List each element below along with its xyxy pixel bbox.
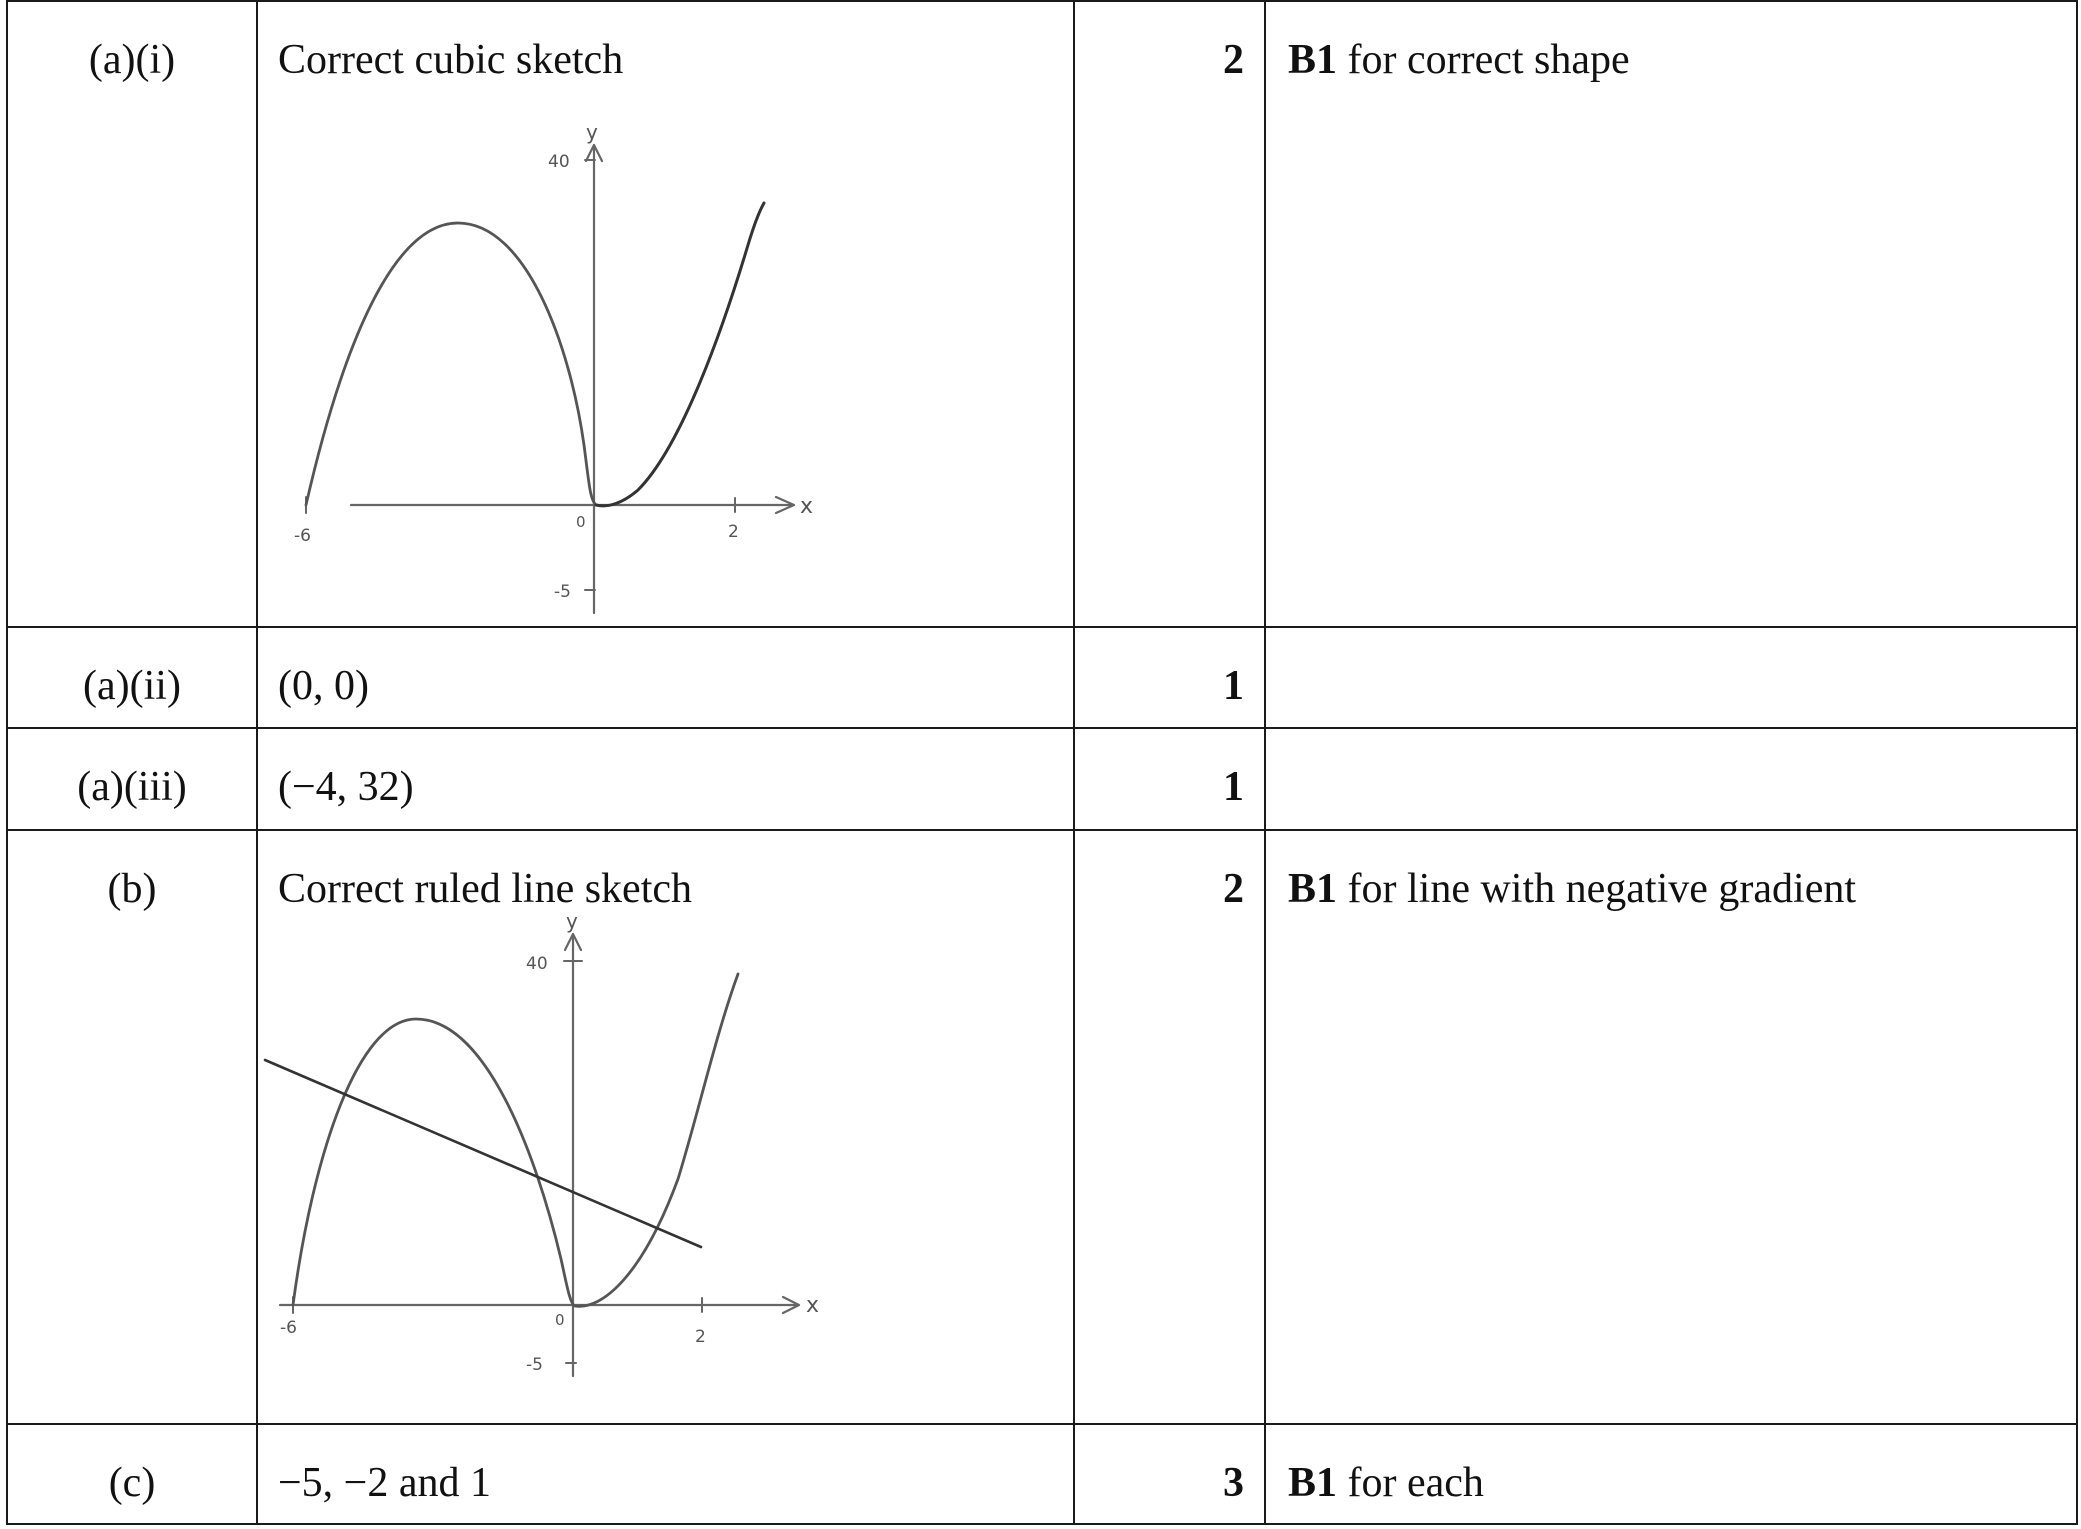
x-label-neg6: -6 <box>294 526 311 546</box>
question-cell <box>7 830 257 1424</box>
marks-cell <box>1074 728 1265 830</box>
question-cell <box>7 1 257 627</box>
cubic-curve-right <box>596 203 764 506</box>
marks-value: 2 <box>1223 37 1244 83</box>
y-label-neg5: -5 <box>526 1355 543 1375</box>
guidance-text <box>1266 1425 2076 1504</box>
answer-cell <box>257 830 1074 1424</box>
question-label: (a)(ii) <box>83 663 181 709</box>
guidance-description: for line with negative gradient <box>1337 866 1857 912</box>
cubic-sketch <box>258 85 858 615</box>
answer-text: −5, −2 and 1 <box>278 1460 492 1506</box>
guidance-text <box>1266 2 2076 81</box>
marks-value: 2 <box>1223 866 1244 912</box>
origin-label: 0 <box>576 513 586 531</box>
cubic-curve-left <box>306 223 596 505</box>
question-label: (a)(i) <box>88 37 176 83</box>
y-label-40: 40 <box>526 954 548 974</box>
x-label-2: 2 <box>695 1327 706 1347</box>
guidance-cell <box>1265 728 2077 830</box>
guidance-code: B1 <box>1288 866 1338 912</box>
ruled-line <box>265 1060 701 1247</box>
question-label: (c) <box>108 1460 156 1506</box>
table-row <box>7 1424 2077 1524</box>
line-sketch <box>258 914 858 1414</box>
question-cell <box>7 627 257 728</box>
guidance-text <box>1266 831 2076 910</box>
marks-cell <box>1074 830 1265 1424</box>
marks-cell <box>1074 627 1265 728</box>
x-axis-label: x <box>806 1293 820 1318</box>
marks-value: 3 <box>1223 1460 1244 1506</box>
answer-text: Correct cubic sketch <box>278 37 624 83</box>
guidance-cell <box>1265 830 2077 1424</box>
table-row <box>7 728 2077 830</box>
guidance-cell <box>1265 1424 2077 1524</box>
guidance-cell <box>1265 627 2077 728</box>
x-label-neg6: -6 <box>280 1318 297 1338</box>
answer-text: (−4, 32) <box>278 764 414 810</box>
origin-label: 0 <box>555 1311 565 1329</box>
question-label: (a)(iii) <box>77 764 187 810</box>
answer-cell <box>257 1 1074 627</box>
x-label-2: 2 <box>728 522 739 542</box>
answer-cell <box>257 627 1074 728</box>
marks-value: 1 <box>1223 663 1244 709</box>
guidance-cell <box>1265 1 2077 627</box>
guidance-description: for correct shape <box>1337 37 1630 83</box>
marks-cell <box>1074 1424 1265 1524</box>
question-cell <box>7 1424 257 1524</box>
answer-cell <box>257 728 1074 830</box>
mark-scheme-table <box>6 0 2078 1525</box>
y-axis-label: y <box>566 914 578 933</box>
y-axis-label: y <box>586 120 598 144</box>
table-row <box>7 627 2077 728</box>
table-row <box>7 830 2077 1424</box>
guidance-description: for each <box>1337 1460 1484 1506</box>
question-label: (b) <box>107 866 157 912</box>
cubic-curve <box>293 974 738 1306</box>
answer-cell <box>257 1424 1074 1524</box>
answer-text: Correct ruled line sketch <box>278 866 693 912</box>
marks-cell <box>1074 1 1265 627</box>
x-axis-label: x <box>800 494 814 519</box>
marks-value: 1 <box>1223 764 1244 810</box>
y-label-neg5: -5 <box>554 582 571 602</box>
question-cell <box>7 728 257 830</box>
guidance-code: B1 <box>1288 37 1338 83</box>
answer-text: (0, 0) <box>278 663 369 709</box>
guidance-code: B1 <box>1288 1460 1338 1506</box>
table-row <box>7 1 2077 627</box>
y-label-40: 40 <box>548 152 570 172</box>
